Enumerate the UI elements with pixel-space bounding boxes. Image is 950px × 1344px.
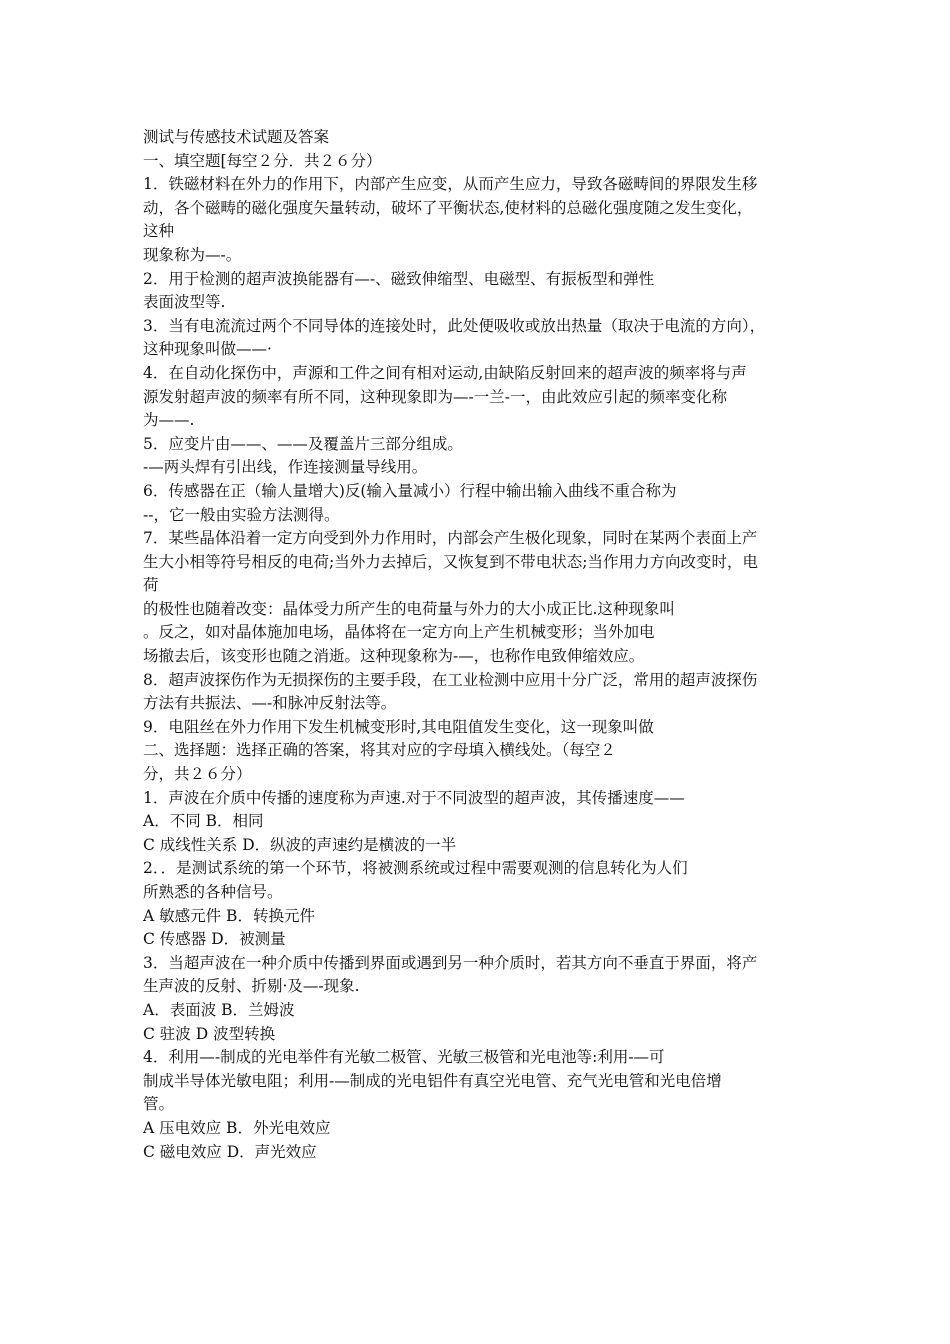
text-line: 9．电阻丝在外力作用下发生机械变形时,其电阻值发生变化，这一现象叫做 [143,717,654,736]
text-line: C 磁电效应 D．声光效应 [143,1142,317,1161]
text-line: 3．当超声波在一种介质中传播到界面或遇到另一种介质时，若其方向不垂直于界面，将产 [143,953,758,972]
text-line: 这种 [143,222,175,241]
text-line: 6．传感器在正（输人量增大)反(输入量减小）行程中输出输入曲线不重合称为 [143,481,677,500]
text-line: 荷 [143,576,159,595]
text-line: 生声波的反射、折剔·及—-现象. [143,977,360,996]
text-line: C 成线性关系 D．纵波的声速约是横波的一半 [143,835,457,854]
text-line: 分，共２６分） [143,765,252,784]
text-line: 的极性也随着改变：晶体受力所产生的电荷量与外力的大小成正比.这种现象叫 [143,599,675,618]
text-line: 2．用于检测的超声波换能器有—-、磁致伸缩型、电磁型、有振板型和弹性 [143,269,655,288]
text-line: 1．铁磁材料在外力的作用下，内部产生应变，从而产生应力，导致各磁畴间的界限发生移 [143,175,758,194]
text-line: 1．声波在介质中传播的速度称为声速.对于不同波型的超声波，其传播速度—— [143,788,685,807]
text-line: C 驻波 D 波型转换 [143,1024,276,1043]
text-line: 源发射超声波的频率有所不同，这种现象即为—-一兰-一，由此效应引起的频率变化称 [143,387,727,406]
text-line: 8．超声波探伤作为无损探伤的主要手段，在工业检测中应用十分广泛，常用的超声波探伤 [143,670,758,689]
text-line: 生大小相等符号相反的电荷;当外力去掉后，又恢复到不带电状态;当作用力方向改变时，电 [143,552,758,571]
text-line: A．表面波 B．兰姆波 [143,1000,295,1019]
document-body [143,126,833,1164]
text-line: 一、填空题[每空２分．共２６分） [143,151,382,170]
text-line: 3．当有电流流过两个不同导体的连接处时，此处便吸收或放出热量（取决于电流的方向）， [143,316,766,335]
text-line: 二、选择题：选择正确的答案，将其对应的字母填入横线处。（每空２ [143,741,616,760]
text-line: A 敏感元件 B．转换元件 [143,906,315,925]
text-line: 这种现象叫做——· [143,340,272,359]
text-line: 4．在自动化探伤中，声源和工件之间有相对运动,由缺陷反射回来的超声波的频率将与声 [143,363,747,382]
text-line: 方法有共振法、—-和脉冲反射法等。 [143,694,397,713]
text-line: 现象称为—-。 [143,245,242,264]
text-line: 7．某些晶体沿着一定方向受到外力作用时，内部会产生极化现象，同时在某两个表面上产 [143,529,758,548]
text-line: 制成半导体光敏电阻；利用-—制成的光电铝件有真空光电管、充气光电管和光电倍增 [143,1071,722,1090]
text-line: 5．应变片由——、——及覆盖片三部分组成。 [143,434,463,453]
text-line: A 压电效应 B．外光电效应 [143,1118,331,1137]
text-line: 场撤去后，该变形也随之消逝。这种现象称为-—，也称作电致伸缩效应。 [143,647,645,666]
text-line: C 传感器 D．被测量 [143,930,286,949]
text-line: 为——. [143,411,195,430]
text-line: 4．利用—-制成的光电举件有光敏二极管、光敏三极管和光电池等:利用-—可 [143,1048,665,1067]
text-line: 管。 [143,1095,175,1114]
text-line: A．不同 B．相同 [143,812,264,831]
text-line: -—两头焊有引出线，作连接测量导线用。 [143,458,428,477]
text-line: 2．．是测试系统的第一个环节，将被测系统或过程中需要观测的信息转化为人们 [143,859,688,878]
text-line: 。反之，如对晶体施加电场，晶体将在一定方向上产生机械变形；当外加电 [143,623,655,642]
text-line: 所熟悉的各种信号。 [143,883,283,901]
text-line: --，它一般由实验方法测得。 [143,505,340,524]
text-line: 动，各个磁畴的磁化强度矢量转动，破坏了平衡状态,使材料的总磁化强度随之发生变化， [143,198,753,217]
text-line: 表面波型等. [143,293,226,312]
text-line: 测试与传感技术试题及答案 [143,128,330,146]
